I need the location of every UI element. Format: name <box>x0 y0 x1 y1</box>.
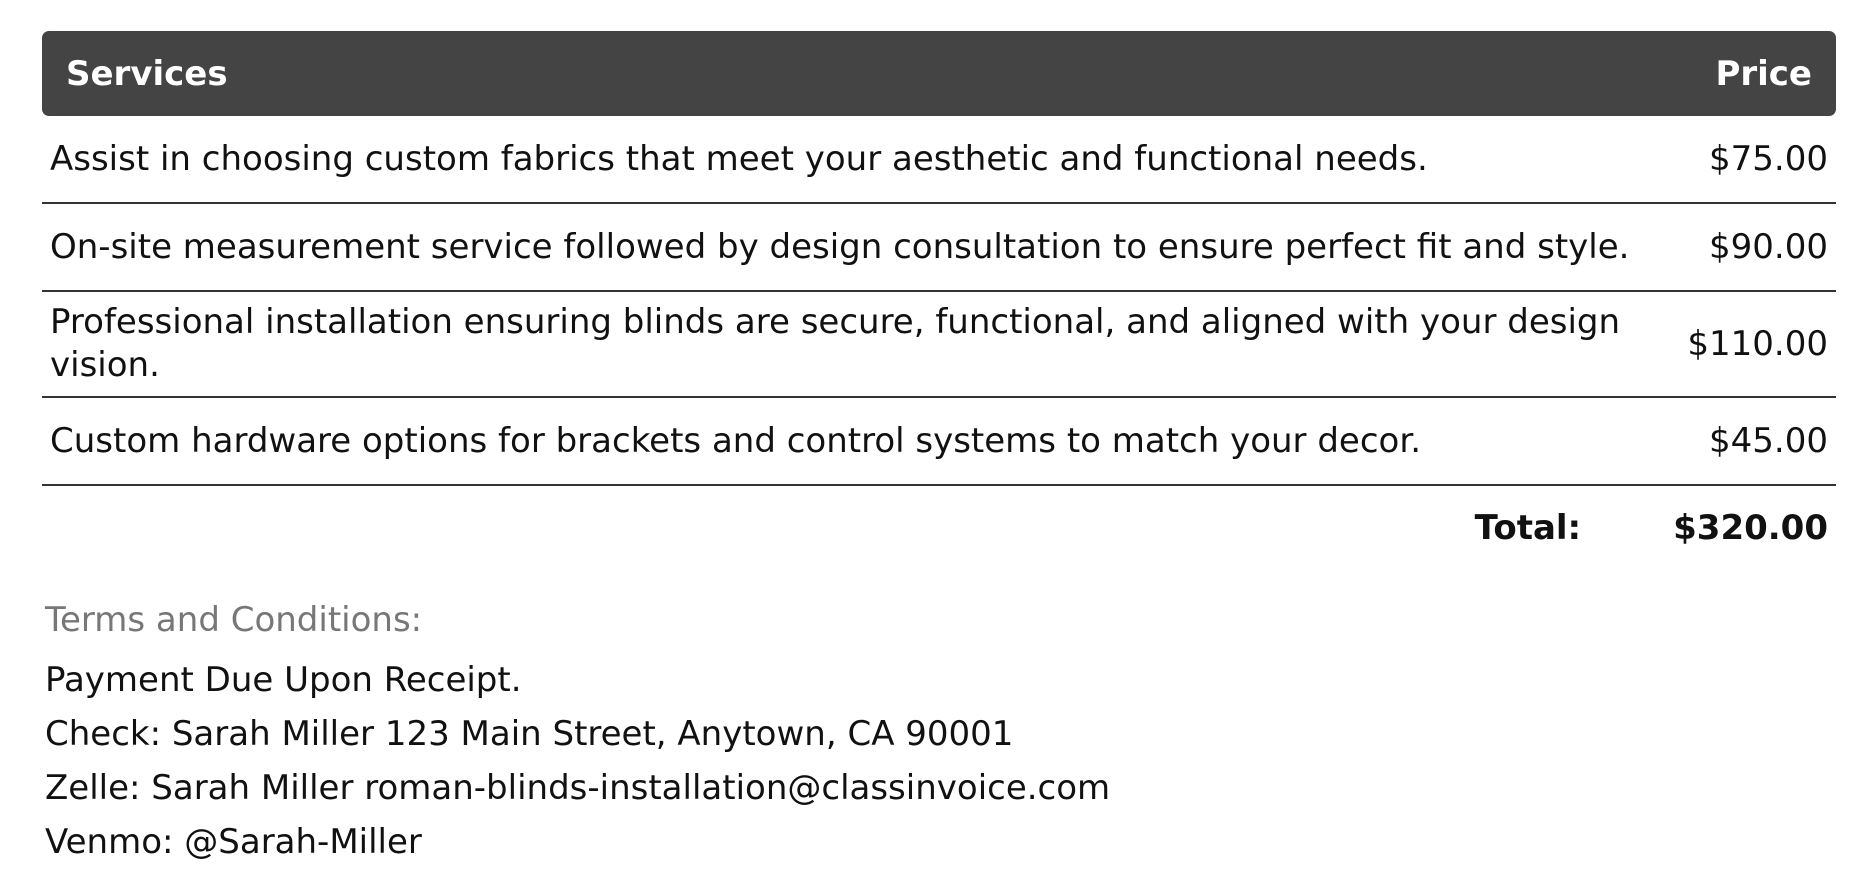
services-column-header: Services <box>42 31 1679 116</box>
service-description: Professional installation ensuring blinds are secure, functional, and aligned with your design vision. <box>42 292 1679 398</box>
table-row <box>42 292 1836 398</box>
total-label: Total: <box>1474 508 1582 548</box>
service-description: Custom hardware options for brackets and control systems to match your decor. <box>42 398 1679 486</box>
service-price: $110.00 <box>1679 292 1836 398</box>
total-value: $320.00 <box>1673 508 1828 548</box>
services-table <box>42 31 1836 486</box>
table-body <box>42 116 1836 486</box>
terms-zelle-info: Zelle: Sarah Miller roman-blinds-installation@classinvoice.com <box>45 768 1111 808</box>
terms-section <box>45 600 1110 876</box>
terms-payment-due: Payment Due Upon Receipt. <box>45 660 522 700</box>
invoice-services-section <box>42 31 1836 570</box>
table-header <box>42 31 1836 116</box>
table-row <box>42 398 1836 486</box>
terms-title: Terms and Conditions: <box>45 600 423 640</box>
table-header-row <box>42 31 1836 116</box>
service-description: Assist in choosing custom fabrics that meet your aesthetic and functional needs. <box>42 116 1679 204</box>
total-row <box>42 486 1836 570</box>
service-description: On-site measurement service followed by design consultation to ensure perfect fit and style. <box>42 204 1679 292</box>
service-price: $45.00 <box>1679 398 1836 486</box>
service-price: $75.00 <box>1679 116 1836 204</box>
terms-venmo-info: Venmo: @Sarah-Miller <box>45 822 422 862</box>
terms-check-info: Check: Sarah Miller 123 Main Street, Anytown, CA 90001 <box>45 714 1014 754</box>
table-row <box>42 116 1836 204</box>
price-column-header: Price <box>1679 31 1836 116</box>
table-row <box>42 204 1836 292</box>
service-price: $90.00 <box>1679 204 1836 292</box>
